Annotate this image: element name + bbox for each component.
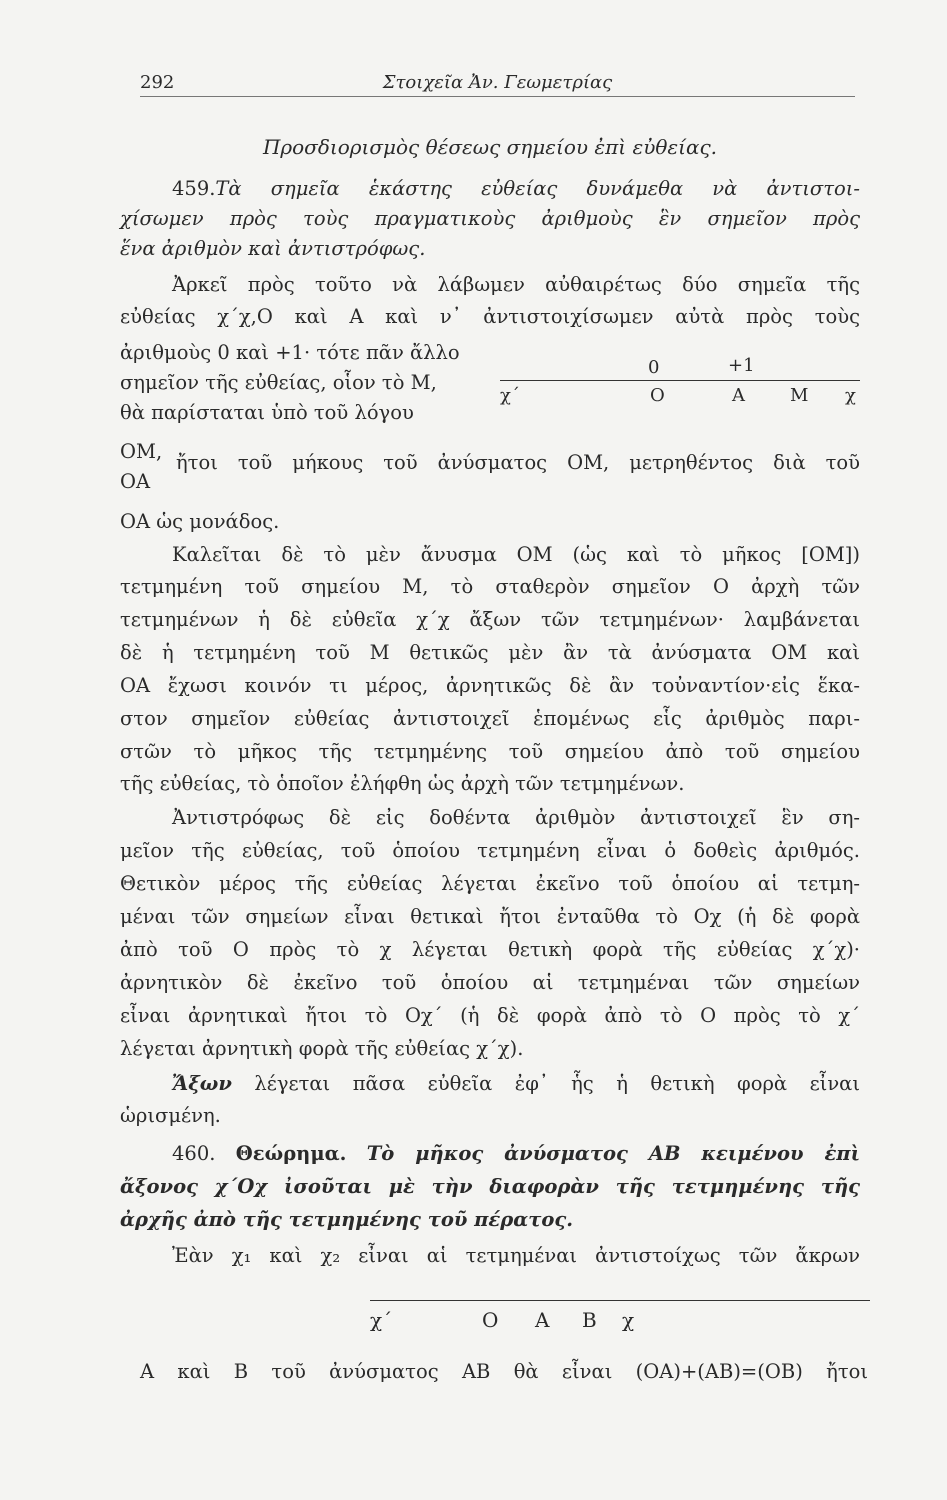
theorem-text: Τὸ μῆκος ἀνύσματος ΑΒ κειμένου ἐπὶ [366,1142,861,1165]
text-line: δὲ ἡ τετμημένη τοῦ Μ θετικῶς μὲν ἂν τὰ ἀνύσματα ΟΜ καὶ [120,641,860,664]
text-line: τετμημένη τοῦ σημείου Μ, τὸ σταθερὸν σημεῖον Ο ἀρχὴ τῶν [120,575,860,598]
text-line: θὰ παρίσταται ὑπὸ τοῦ λόγου [120,401,414,424]
text-line: λέγεται ἀρνητικὴ φορὰ τῆς εὐθείας χ΄χ). [120,1037,524,1060]
text-line: Ἐὰν χ₁ καὶ χ₂ εἶναι αἱ τετμημέναι ἀντιστοίχως τῶν ἄκρων [172,1244,860,1267]
text-line: Α καὶ Β τοῦ ἀνύσματος ΑΒ θὰ εἶναι (ΟΑ)+(ΑΒ)=(ΟΒ) ἤτοι [140,1360,868,1383]
section-title: Προσδιορισμὸς θέσεως σημείου ἐπὶ εὐθείας. [262,135,718,159]
text-line [172,1072,860,1096]
paragraph-460-line-2: ἄξονος χ΄Οχ ἰσοῦται μὲ τὴν διαφορὰν τῆς τετμημένης τῆς [120,1175,860,1198]
text-line: στῶν τὸ μῆκος τῆς τετμημένης τοῦ σημείου ἀπὸ τοῦ σημείου [120,740,860,763]
page-header [140,70,855,97]
text-line: Ἀντιστρόφως δὲ εἰς δοθέντα ἀριθμὸν ἀντιστοιχεῖ ἓν ση- [172,806,860,829]
text-line: ΟΑ ὡς μονάδος. [120,510,280,533]
text-line: ἀπὸ τοῦ Ο πρὸς τὸ χ λέγεται θετικὴ φορὰ τῆς εὐθείας χ΄χ)· [120,938,860,961]
text-line: ἀριθμοὺς 0 καὶ +1· τότε πᾶν ἄλλο [120,341,460,364]
axis-line [370,1300,870,1301]
paragraph-number: 459. [172,177,216,200]
label-point-m: Μ [790,385,809,406]
theorem-label: Θεώρημα. [235,1142,347,1165]
term-axon: Ἄξων [172,1072,232,1095]
page-number: 292 [140,72,175,93]
text-line: Θετικὸν μέρος τῆς εὐθείας λέγεται ἐκεῖνο τοῦ ὁποίου αἱ τετμη- [120,872,860,895]
text-line: στον σημεῖον εὐθείας ἀντιστοιχεῖ ἑπομένως εἷς ἀριθμὸς παρι- [120,707,860,730]
label-plus-one: +1 [728,355,755,376]
text-line: Καλεῖται δὲ τὸ μὲν ἄνυσμα ΟΜ (ὡς καὶ τὸ μῆκος [ΟΜ]) [172,543,860,566]
label-origin-o: Ο [482,1308,499,1332]
text-line: εἶναι ἀρνητικαὶ ἤτοι τὸ Οχ΄ (ἡ δὲ φορὰ ἀπὸ τὸ Ο πρὸς τὸ χ΄ [120,1004,860,1027]
text-line: εὐθείας χ΄χ,Ο καὶ Α καὶ ν᾽ ἀντιστοιχίσωμεν αὐτὰ πρὸς τοὺς [120,305,860,328]
fraction-denominator: ΟΑ [120,470,151,493]
paragraph-459-line-3: ἕνα ἀριθμὸν καὶ ἀντιστρόφως. [120,237,426,260]
text-line: ὡρισμένη. [120,1104,221,1127]
label-x-prime: χ΄ [500,385,520,406]
label-x: χ [622,1308,635,1332]
proposition-text: Τὰ σημεῖα ἑκάστης εὐθείας δυνάμεθα νὰ ἀντιστοι- [215,177,860,200]
label-x: χ [845,385,856,406]
paragraph-460-line-3: ἀρχῆς ἀπὸ τῆς τετμημένης τοῦ πέρατος. [120,1208,574,1231]
paragraph-459-line-1 [172,177,860,201]
fraction-numerator: ΟΜ, [120,440,163,463]
label-point-b: Β [582,1308,597,1332]
running-title: Στοιχεῖα Ἀν. Γεωμετρίας [382,72,613,93]
number-line-figure [500,355,860,415]
text-line: σημεῖον τῆς εὐθείας, οἷον τὸ Μ, [120,371,437,394]
paragraph-459-line-2: χίσωμεν πρὸς τοὺς πραγματικοὺς ἀριθμοὺς ἓν σημεῖον πρὸς [120,207,860,230]
text-line: μεῖον τῆς εὐθείας, τοῦ ὁποίου τετμημένη εἶναι ὁ δοθεὶς ἀριθμός. [120,839,860,862]
label-zero: 0 [648,357,660,378]
paragraph-number: 460. [172,1142,216,1165]
label-point-a: Α [535,1308,550,1332]
text-line: τῆς εὐθείας, τὸ ὁποῖον ἐλήφθη ὡς ἀρχὴ τῶν τετμημένων. [120,772,685,795]
definition-text: λέγεται πᾶσα εὐθεῖα ἐφ᾽ ἧς ἡ θετικὴ φορὰ εἶναι [254,1072,860,1095]
label-point-a: Α [732,385,745,406]
text-line: μέναι τῶν σημείων εἶναι θετικαὶ ἤτοι ἐνταῦθα τὸ Οχ (ἡ δὲ φορὰ [120,905,860,928]
text-line: ΟΑ ἔχωσι κοινόν τι μέρος, ἀρνητικῶς δὲ ἂν τοὐναντίον·εἰς ἕκα- [120,674,860,697]
text-line: Ἀρκεῖ πρὸς τοῦτο νὰ λάβωμεν αὐθαιρέτως δύο σημεῖα τῆς [172,273,860,296]
axis-line [500,380,860,381]
label-origin-o: Ο [650,385,665,406]
text-line: ἤτοι τοῦ μήκους τοῦ ἀνύσματος ΟΜ, μετρηθέντος διὰ τοῦ [176,451,860,474]
label-x-prime: χ΄ [370,1308,393,1332]
text-line: τετμημένων ἡ δὲ εὐθεῖα χ΄χ ἄξων τῶν τετμημένων· λαμβάνεται [120,608,860,631]
text-line: ἀρνητικὸν δὲ ἐκεῖνο τοῦ ὁποίου αἱ τετμημέναι τῶν σημείων [120,971,860,994]
paragraph-460-line-1 [172,1142,860,1166]
axis-figure [370,1290,870,1340]
